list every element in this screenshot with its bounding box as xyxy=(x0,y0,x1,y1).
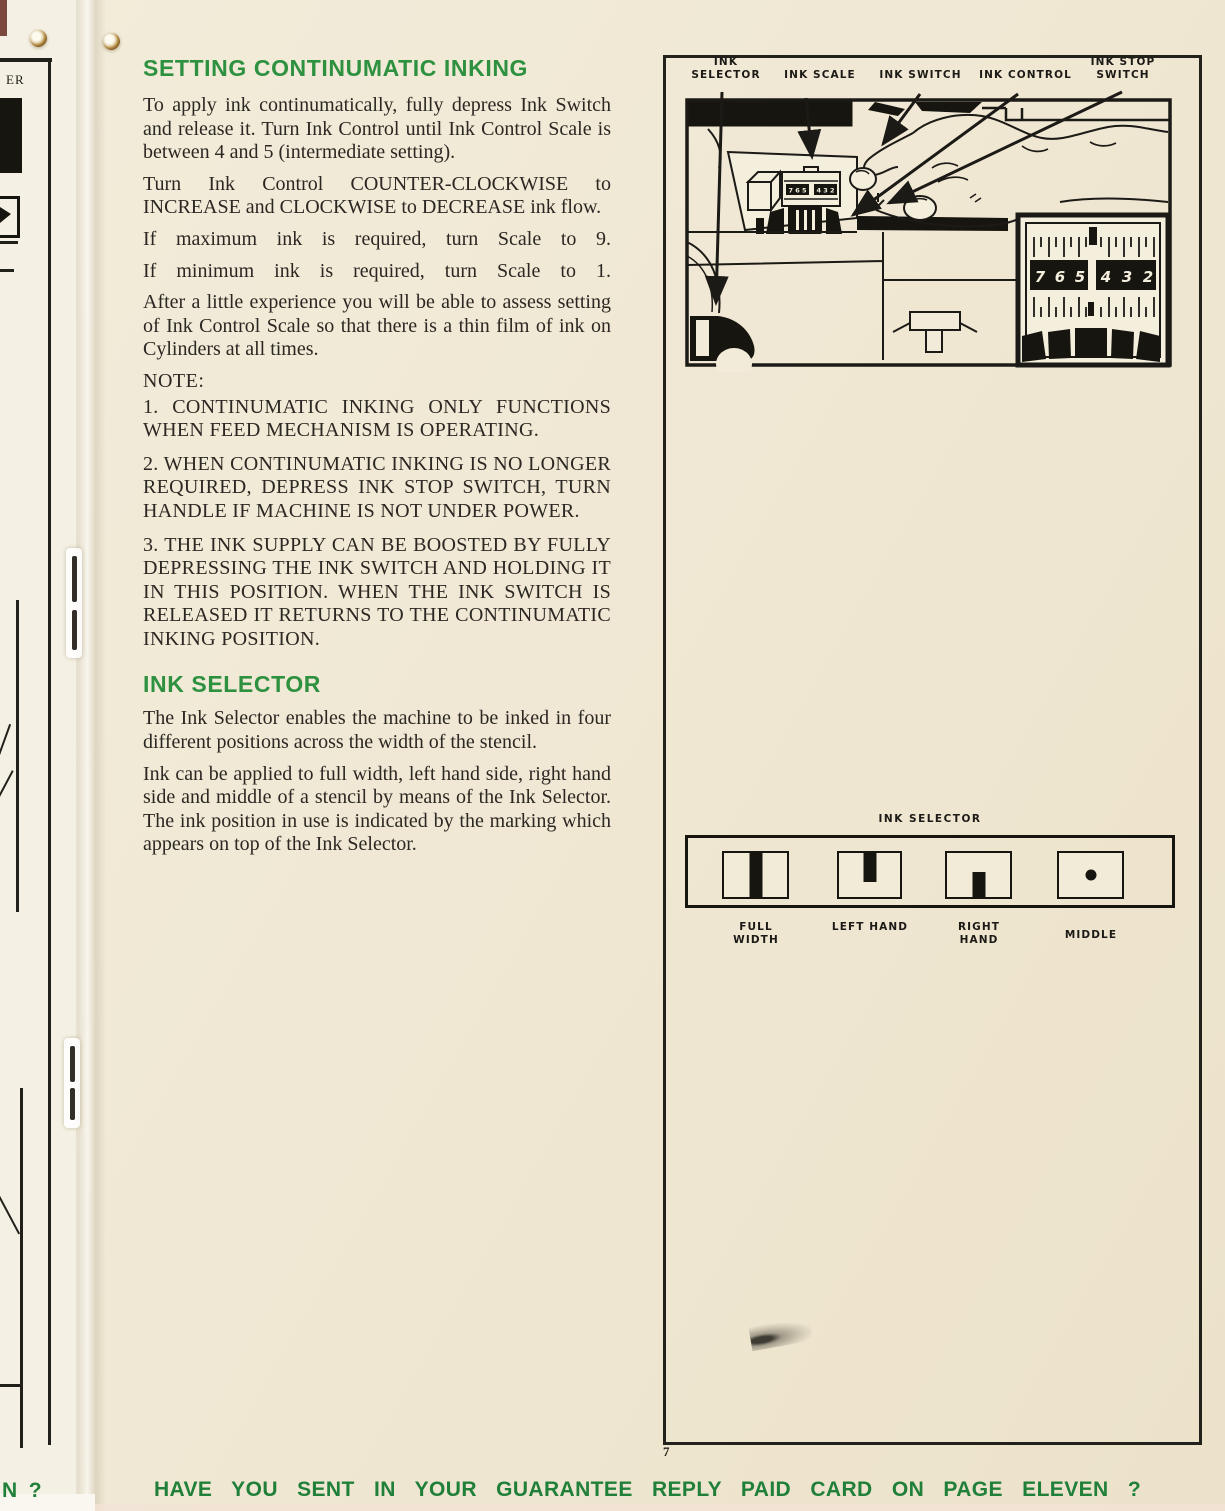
callout-ink-stop-switch: INK STOP SWITCH xyxy=(1090,56,1156,81)
callout-ink-control: INK CONTROL xyxy=(979,69,1072,81)
binding-rivet xyxy=(30,30,47,47)
heading-ink-selector: INK SELECTOR xyxy=(143,671,322,698)
heading-setting-continumatic-inking: SETTING CONTINUMATIC INKING xyxy=(143,55,529,81)
svg-text:4 3 2: 4 3 2 xyxy=(816,186,835,195)
svg-text:7 6 5: 7 6 5 xyxy=(788,186,807,195)
svg-text:7: 7 xyxy=(1034,268,1046,286)
page-number: 7 xyxy=(663,1444,670,1459)
ink-selector-diagram xyxy=(685,835,1175,908)
prev-page-frame-line xyxy=(0,58,52,62)
full-width-mark xyxy=(749,853,762,897)
selector-window-slot xyxy=(696,320,709,356)
selector-label-right-hand: RIGHT HAND xyxy=(957,921,1001,946)
svg-text:6: 6 xyxy=(1054,268,1066,286)
middle-mark xyxy=(1085,870,1096,881)
svg-text:5: 5 xyxy=(1074,268,1086,286)
prev-page-image-fragment xyxy=(0,196,20,238)
callout-ink-scale: INK SCALE xyxy=(784,69,856,81)
scan-edge-artifact xyxy=(0,0,7,36)
selector-label-middle: MIDDLE xyxy=(1064,929,1118,941)
note-item: 3. THE INK SUPPLY CAN BE BOOSTED BY FULLY DEPRESSING THE INK SWITCH AND HOLDING IT IN THIS POSITION. WHEN THE INK SWITCH IS RELEASED IT RETURNS TO THE CONTINUMATIC INKING POSITION. xyxy=(143,533,611,650)
staple xyxy=(70,1046,75,1082)
paragraph: After a little experience you will be able to assess setting of Ink Control Scale so that there is a thin film of ink on Cylinders at all times. xyxy=(143,291,611,361)
note-item: 2. WHEN CONTINUMATIC INKING IS NO LONGER REQUIRED, DEPRESS INK STOP SWITCH, TURN HANDLE IF MACHINE IS NOT UNDER POWER. xyxy=(143,452,611,522)
prev-page-frame-line xyxy=(20,1088,23,1448)
left-hand-mark xyxy=(863,853,876,882)
paragraph: If maximum ink is required, turn Scale to 9. xyxy=(143,227,611,250)
prev-page-banner-fragment: N ? xyxy=(2,1479,43,1502)
callout-ink-switch: INK SWITCH xyxy=(879,69,962,81)
note-label: NOTE: xyxy=(143,369,205,392)
svg-text:4: 4 xyxy=(1100,268,1112,286)
scale-pointer xyxy=(1089,227,1097,245)
prev-page-line xyxy=(0,1384,22,1387)
staple xyxy=(70,1088,75,1120)
callout-ink-selector: INK SELECTOR xyxy=(691,56,761,81)
binding-crease xyxy=(76,0,106,1511)
paragraph: Turn Ink Control COUNTER-CLOCKWISE to INCREASE and CLOCKWISE to DECREASE ink flow. xyxy=(143,172,611,219)
selector-position-middle xyxy=(1057,851,1124,899)
hand-outline xyxy=(913,115,1168,139)
svg-text:2: 2 xyxy=(1142,268,1154,286)
note-item: 1. CONTINUMATIC INKING ONLY FUNCTIONS WHEN FEED MECHANISM IS OPERATING. xyxy=(143,395,611,442)
prev-page-text-fragment: ER xyxy=(6,72,25,87)
ink-selector-diagram-title: INK SELECTOR xyxy=(878,813,982,825)
scan-edge-artifact xyxy=(95,1504,1225,1511)
right-hand-mark xyxy=(972,872,985,897)
staple xyxy=(72,610,77,650)
thumb xyxy=(904,196,936,220)
selector-label-left-hand: LEFT HAND xyxy=(831,921,909,933)
prev-page-frame-line xyxy=(16,600,19,912)
selector-position-full-width xyxy=(722,851,789,899)
binding-rivet xyxy=(103,33,120,50)
paragraph: To apply ink continumatically, fully depress Ink Switch and release it. Turn Ink Control until Ink Control Scale is between 4 and 5 (intermediate setting). xyxy=(143,94,611,164)
paragraph: If minimum ink is required, turn Scale to 1. xyxy=(143,259,611,282)
selector-label-full-width: FULL WIDTH xyxy=(733,921,779,946)
guarantee-banner: HAVE YOU SENT IN YOUR GUARANTEE REPLY PAID CARD ON PAGE ELEVEN ? xyxy=(153,1478,1142,1501)
machine-illustration xyxy=(670,50,1195,372)
text-column xyxy=(143,55,611,865)
prev-page-line xyxy=(0,241,18,244)
prev-page-line xyxy=(0,269,14,272)
selector-position-left-hand xyxy=(837,851,902,899)
selector-position-right-hand xyxy=(945,851,1012,899)
svg-text:3: 3 xyxy=(1121,268,1133,286)
paragraph: The Ink Selector enables the machine to be inked in four different positions across the width of the stencil. xyxy=(143,707,611,754)
staple xyxy=(72,556,77,602)
prev-page-image-fragment xyxy=(0,98,22,173)
prev-page-frame-line xyxy=(48,58,51,1445)
paragraph: Ink can be applied to full width, left hand side, right hand side and middle of a stencil by means of the Ink Selector. The ink position in use is indicated by the marking which appears on top of the Ink Selector. xyxy=(143,762,611,856)
